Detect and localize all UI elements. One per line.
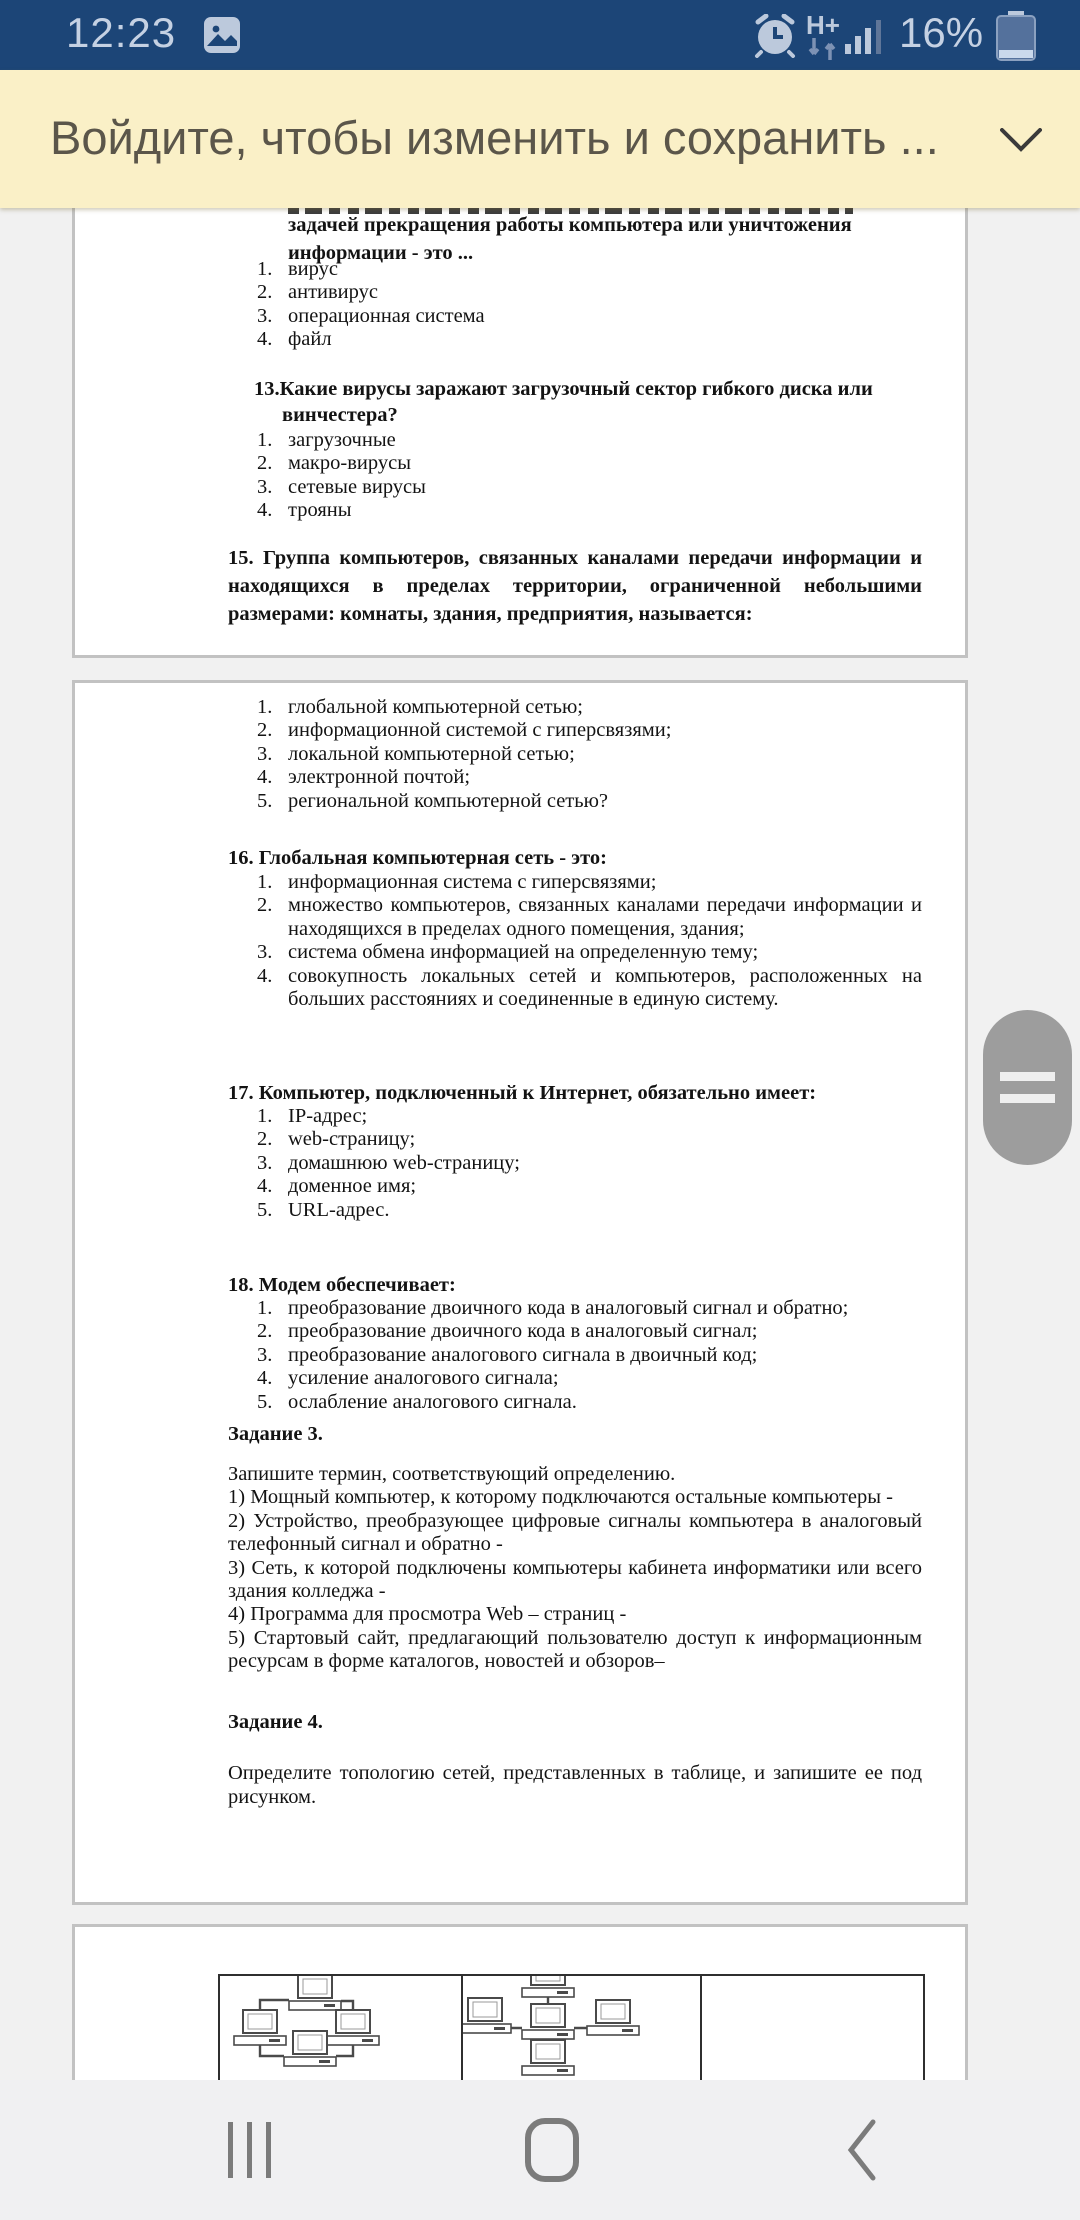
document-page-2 [72,680,968,1905]
list-item: 4. файл [257,328,332,351]
list-item: 1. информационная система с гиперсвязями; [257,871,657,893]
list-item: 4. усиление аналогового сигнала; [257,1367,559,1390]
question-13-heading: 13.Какие вирусы заражают загрузочный сектор гибкого диска или винчестера? [254,378,873,426]
task3-item: 1) Мощный компьютер, к которому подключаются остальные компьютеры - [228,1486,893,1509]
clock-label: 12:23 [66,9,177,56]
ring-topology-diagram [220,1976,463,2080]
star-topology-diagram [463,1976,702,2080]
list-item: 3. локальной компьютерной сетью; [257,742,575,765]
network-type-indicator: H+ [806,10,840,40]
task4-title: Задание 4. [228,1711,323,1733]
task3-item: 2) Устройство, преобразующее цифровые сигналы компьютера в аналоговый телефонный сигнал и обратно - [228,1509,922,1556]
status-bar [0,0,1080,70]
list-item: 1. глобальной компьютерной сетью; [257,696,583,718]
scroll-handle-grip-line [1000,1072,1055,1081]
task3-body [228,1463,922,1674]
list-item: 4. доменное имя; [257,1175,417,1198]
scroll-handle-grip-line [1000,1094,1055,1103]
question-17-heading: 17. Компьютер, подключенный к Интернет, обязательно имеет: [228,1082,817,1104]
list-item: 1. преобразование двоичного кода в аналоговый сигнал и обратно; [257,1297,849,1319]
document-scroll-area[interactable] [0,208,1080,2080]
topology-table [218,1974,925,2080]
signin-banner[interactable] [0,70,1080,208]
list-item: 5. URL-адрес. [257,1198,390,1221]
list-item: 3. преобразование аналогового сигнала в двоичный код; [257,1343,758,1366]
list-item: 3. операционная система [257,304,485,327]
list-item: 4. совокупность локальных сетей и компьютеров, расположенных на больших расстояниях и соединенные в единую систему. [257,964,922,1011]
data-arrows-icon [806,36,846,62]
battery-icon [993,11,1039,61]
task3-item: 4) Программа для просмотра Web – страниц - [228,1603,627,1626]
list-item: 3. сетевые вирусы [257,475,426,498]
list-item: 2. web-страницу; [257,1128,416,1151]
task3-item: 3) Сеть, к которой подключены компьютеры кабинета информатики или всего здания колледжа - [228,1556,922,1603]
question-15-options [228,696,922,813]
empty-cell [702,1976,923,2080]
recents-button[interactable] [210,2080,290,2220]
list-item: 2. антивирус [257,281,378,304]
question-18-heading: 18. Модем обеспечивает: [228,1274,456,1296]
question-13-options [228,429,922,523]
list-item: 3. домашнюю web-страницу; [257,1151,520,1174]
recents-icon [226,2120,274,2180]
list-item: 5. ослабление аналогового сигнала. [257,1390,577,1413]
nav-bar [0,2080,1080,2220]
task3-title: Задание 3. [228,1423,323,1445]
list-item: 2. макро-вирусы [257,452,411,475]
list-item: 4. трояны [257,499,352,522]
battery-percent-label: 16% [899,9,984,56]
question-12-heading: задачей прекращения работы компьютера или уничтожения информации - это ... [288,214,852,264]
list-item: 2. информационной системой с гиперсвязями; [257,719,672,742]
list-item: 1. загрузочные [257,429,396,451]
chevron-down-icon[interactable] [1000,128,1042,152]
document-page-1 [72,208,968,658]
banner-message: Войдите, чтобы изменить и сохранить ... [50,111,939,164]
scroll-handle[interactable] [983,1010,1072,1165]
question-16-heading: 16. Глобальная компьютерная сеть - это: [228,847,607,869]
task4-body: Определите топологию сетей, представленных в таблице, и запишите ее под рисунком. [228,1762,922,1808]
list-item: 2. преобразование двоичного кода в аналоговый сигнал; [257,1320,758,1343]
question-18-options [228,1297,922,1414]
back-icon [847,2119,877,2181]
document-page-3 [72,1924,968,2080]
list-item: 3. система обмена информацией на определенную тему; [257,941,759,964]
home-icon [524,2118,580,2182]
question-17-options [228,1105,922,1222]
alarm-icon [752,14,798,58]
home-button[interactable] [512,2080,592,2220]
question-12-options [228,258,922,352]
question-16-options [228,871,922,1011]
list-item: 4. электронной почтой; [257,766,471,789]
list-item: 1. IP-адрес; [257,1105,368,1127]
list-item: 2. множество компьютеров, связанных каналами передачи информации и находящихся в пределах одного помещения, здания; [257,894,922,940]
task3-item: 5) Стартовый сайт, предлагающий пользователю доступ к информационным ресурсам в форме каталогов, новостей и обзоров– [228,1626,922,1673]
signal-strength-icon [845,18,889,56]
list-item: 1. вирус [257,258,338,280]
gallery-icon [203,16,241,54]
question-15-heading: 15. Группа компьютеров, связанных каналами передачи информации и находящихся в пределах территории, ограниченной небольшими размерами: комнаты, здания, предприятия, называется: [228,547,922,625]
task3-intro: Запишите термин, соответствующий определению. [228,1463,676,1485]
back-button[interactable] [822,2080,902,2220]
list-item: 5. региональной компьютерной сетью? [257,789,609,812]
